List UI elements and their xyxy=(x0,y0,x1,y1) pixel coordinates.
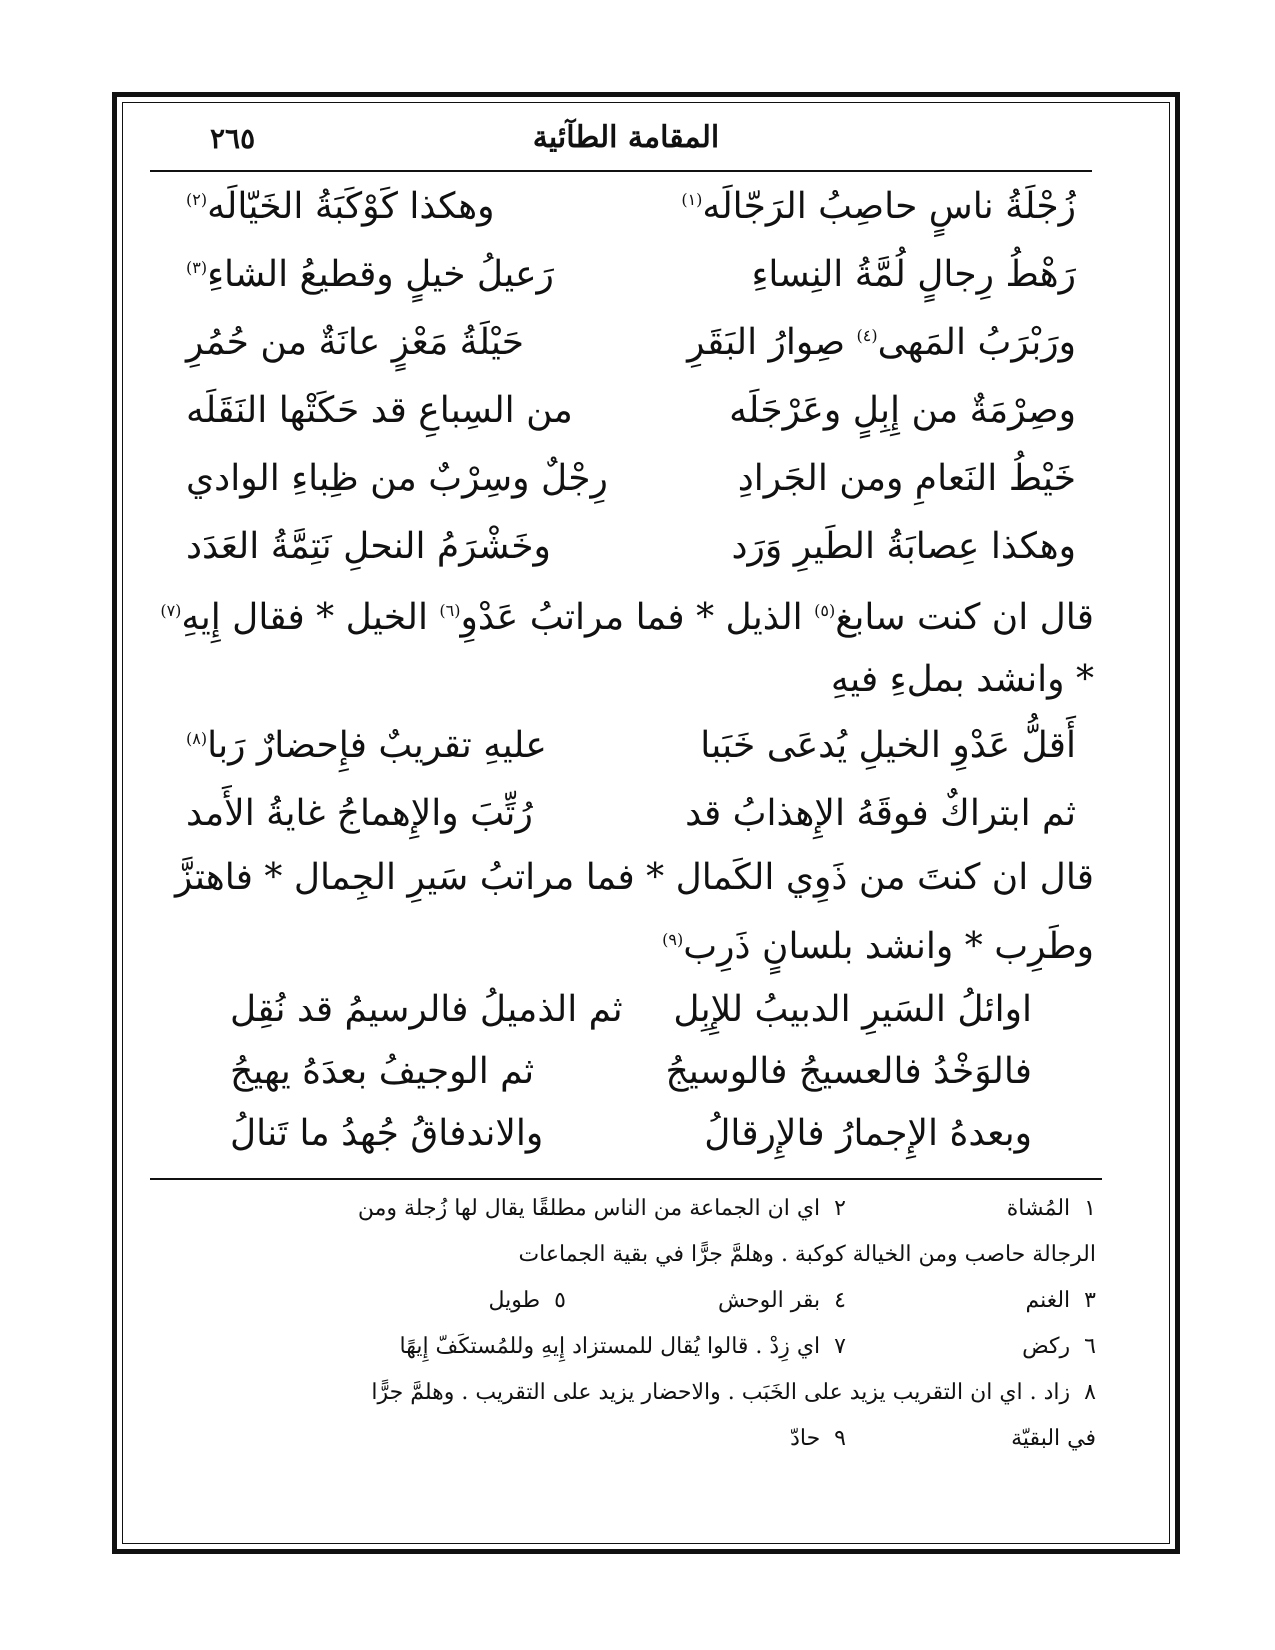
verse-line xyxy=(150,512,1102,580)
hemistich-right: وبعدهُ الإِجمارُ فالإِرقالُ xyxy=(704,1112,1032,1154)
footnote-2: ٢ اي ان الجماعة من الناس مطلقًا يقال لها زُجلة ومن xyxy=(357,1196,846,1221)
hemistich-left: من السِباعِ قد حَكَتْها النَقَلَه xyxy=(186,389,573,431)
hemistich-left: وهكذا كَوْكَبَةُ الخَيّالَه$^{(٢)}$ xyxy=(186,185,495,227)
page-content xyxy=(150,112,1102,1532)
hemistich-left: ثم الذميلُ فالرسيمُ قد نُقِل xyxy=(230,988,623,1030)
footnote-row xyxy=(156,1416,1096,1462)
page-number: ٢٦٥ xyxy=(210,122,256,155)
footnote-7: ٧ اي زِدْ . قالوا يُقال للمستزاد إِيهِ وللمُستكَفّ إِيهًا xyxy=(399,1334,846,1359)
running-title: المقامة الطآئية xyxy=(532,120,720,155)
verse-line xyxy=(150,376,1102,444)
footnote-rule xyxy=(150,1178,1102,1180)
verse-line xyxy=(150,240,1102,308)
hemistich-right: وهكذا عِصابَةُ الطَيرِ وَرَد xyxy=(731,525,1076,567)
verse-line xyxy=(150,779,1102,847)
hemistich-right: ورَبْرَبُ المَهى$^{(٤)}$ صِوارُ البَقَرِ xyxy=(687,321,1076,363)
verse-line xyxy=(150,978,1102,1040)
verse-block-1 xyxy=(150,172,1102,580)
footnote-row xyxy=(156,1370,1096,1416)
hemistich-right: زُجْلَةُ ناسٍ حاصِبُ الرَجّالَه$^{(١)}$ xyxy=(681,185,1076,227)
hemistich-left: وخَشْرَمُ النحلِ نَتِمَّةُ العَدَد xyxy=(186,525,551,567)
footnotes xyxy=(150,1186,1102,1462)
hemistich-left: عليهِ تقريبٌ فإِحضارٌ رَبا$^{(٨)}$ xyxy=(186,724,547,766)
footnote-1: ١ المُشاة xyxy=(1006,1196,1096,1221)
footnote-3: ٣ الغنم xyxy=(1025,1288,1096,1313)
verse-line xyxy=(150,1040,1102,1102)
verse-line xyxy=(150,711,1102,779)
footnote-row xyxy=(156,1186,1096,1232)
footnote-9: ٩ حادّ xyxy=(790,1426,846,1451)
verse-block-2 xyxy=(150,711,1102,847)
hemistich-right: ثم ابتراكٌ فوقَهُ الإِهذابُ قد xyxy=(685,792,1076,834)
footnote-5: ٥ طويل xyxy=(488,1288,566,1313)
footnote-6: ٦ ركض xyxy=(1022,1334,1096,1359)
hemistich-left: رَعيلُ خيلٍ وقطيعُ الشاءِ$^{(٣)}$ xyxy=(186,253,554,295)
page-header xyxy=(150,112,1102,170)
verse-block-3 xyxy=(150,978,1102,1164)
verse-line xyxy=(150,1102,1102,1164)
verse-line xyxy=(150,444,1102,512)
verse-line xyxy=(150,308,1102,376)
hemistich-right: رَهْطُ رِجالٍ لُمَّةُ النِساءِ xyxy=(751,253,1076,295)
footnote-8: ٨ زاد . اي ان التقريب يزيد على الخَبَب . والاحضار يزيد على التقريب . وهلمَّ جرًّا xyxy=(371,1380,1096,1405)
hemistich-left: ثم الوجيفُ بعدَهُ يهيجُ xyxy=(230,1050,535,1092)
verse-line xyxy=(150,172,1102,240)
hemistich-left: رِجْلٌ وسِرْبٌ من ظِباءِ الوادي xyxy=(186,457,608,499)
prose-paragraph-2: قال ان كنتَ من ذَوِي الكَمال * فما مراتبُ سَيرِ الجِمال * فاهتزَّ وطَرِب * وانشد بلسانٍ ذَرِب$^{(٩)}$ xyxy=(175,857,1094,967)
footnote-2-cont: الرجالة حاصب ومن الخيالة كوكبة . وهلمَّ جرًّا في بقية الجماعات xyxy=(518,1242,1096,1267)
footnote-row xyxy=(156,1324,1096,1370)
hemistich-right: خَيْطُ النَعامِ ومن الجَرادِ xyxy=(737,457,1076,499)
hemistich-right: اوائلُ السَيرِ الدبيبُ للإِبِل xyxy=(673,988,1032,1030)
footnote-8-cont: في البقيّة xyxy=(1011,1426,1096,1451)
hemistich-left: رُتِّبَ والإِهماجُ غايةُ الأَمد xyxy=(186,792,533,834)
hemistich-right: وصِرْمَةٌ من إِبِلٍ وعَرْجَلَه xyxy=(729,389,1076,431)
footnote-row xyxy=(156,1232,1096,1278)
hemistich-right: فالوَخْدُ فالعسيجُ فالوسيجُ xyxy=(665,1050,1032,1092)
footnote-row xyxy=(156,1278,1096,1324)
hemistich-left: والاندفاقُ جُهدُ ما تَنالُ xyxy=(230,1112,544,1154)
prose-paragraph-1: قال ان كنت سابغ$^{(٥)}$ الذيل * فما مراتبُ عَدْوِ$^{(٦)}$ الخيل * فقال إِيهِ$^{(٧)}$ * وانشد بملءِ فيهِ xyxy=(160,597,1094,700)
footnote-4: ٤ بقر الوحش xyxy=(717,1288,846,1313)
hemistich-left: حَيْلَةُ مَعْزٍ عانَةٌ من حُمُرِ xyxy=(186,321,525,363)
hemistich-right: أَقلُّ عَدْوِ الخيلِ يُدعَى خَبَبا xyxy=(700,724,1076,766)
